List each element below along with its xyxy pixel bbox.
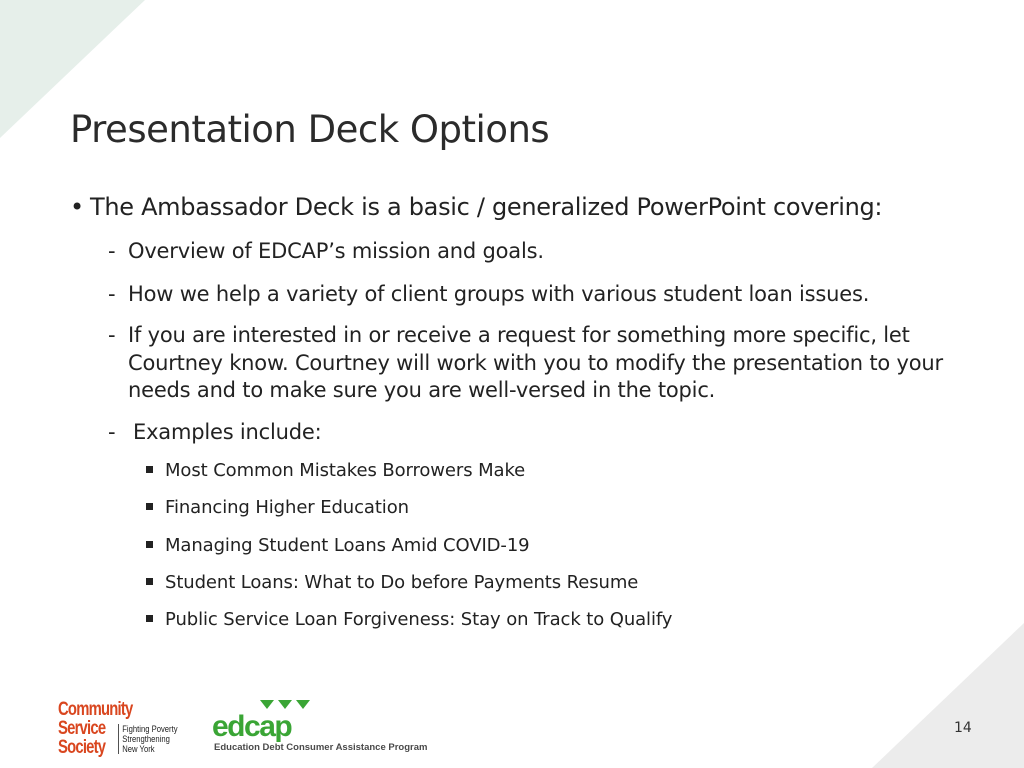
sub-item-text: How we help a variety of client groups with various student loan issues.: [128, 282, 870, 306]
main-bullet: [70, 193, 882, 221]
example-text: Most Common Mistakes Borrowers Make: [165, 460, 526, 481]
main-bullet-text: The Ambassador Deck is a basic / generalized PowerPoint covering:: [90, 193, 883, 221]
sub-item-text: If you are interested in or receive a request for something more specific, let Courtney know. Courtney will work with you to modify the presentation to your needs and to make sure you are well-versed in the topic.: [128, 323, 943, 402]
examples-label: Examples include:: [133, 420, 322, 444]
corner-decoration-bottom-right: [864, 618, 1024, 768]
example-text: Public Service Loan Forgiveness: Stay on Track to Qualify: [165, 609, 673, 630]
square-bullet-icon: [146, 466, 153, 473]
example-item: [146, 460, 525, 481]
examples-heading: - Examples include:: [108, 419, 321, 447]
sub-item: - How we help a variety of client groups with various student loan issues.: [108, 281, 869, 309]
example-item: [146, 572, 638, 593]
community-service-society-logo: Community Service Society Fighting Poverty Strengthening New York: [58, 699, 178, 758]
example-item: [146, 535, 530, 556]
edcap-wordmark: edcap: [212, 710, 292, 743]
sub-item-text: Overview of EDCAP’s mission and goals.: [128, 239, 544, 263]
bullet-dot: •: [70, 193, 84, 221]
example-item: [146, 609, 672, 630]
example-text: Financing Higher Education: [165, 497, 409, 518]
sub-item: - If you are interested in or receive a request for something more specific, let Courtney know. Courtney will work with you to modify the presentation to your needs and to make sure you are well-versed in the topic.: [108, 322, 948, 405]
square-bullet-icon: [146, 541, 153, 548]
css-tagline: Fighting Poverty Strengthening New York: [118, 724, 178, 754]
example-text: Student Loans: What to Do before Payments Resume: [165, 572, 639, 593]
example-text: Managing Student Loans Amid COVID-19: [165, 535, 530, 556]
edcap-subtitle: Education Debt Consumer Assistance Program: [214, 742, 428, 753]
square-bullet-icon: [146, 578, 153, 585]
sub-item: - Overview of EDCAP’s mission and goals.: [108, 238, 544, 266]
square-bullet-icon: [146, 615, 153, 622]
slide-title: Presentation Deck Options: [70, 108, 550, 151]
example-item: [146, 497, 409, 518]
page-number: 14: [954, 720, 972, 736]
square-bullet-icon: [146, 503, 153, 510]
